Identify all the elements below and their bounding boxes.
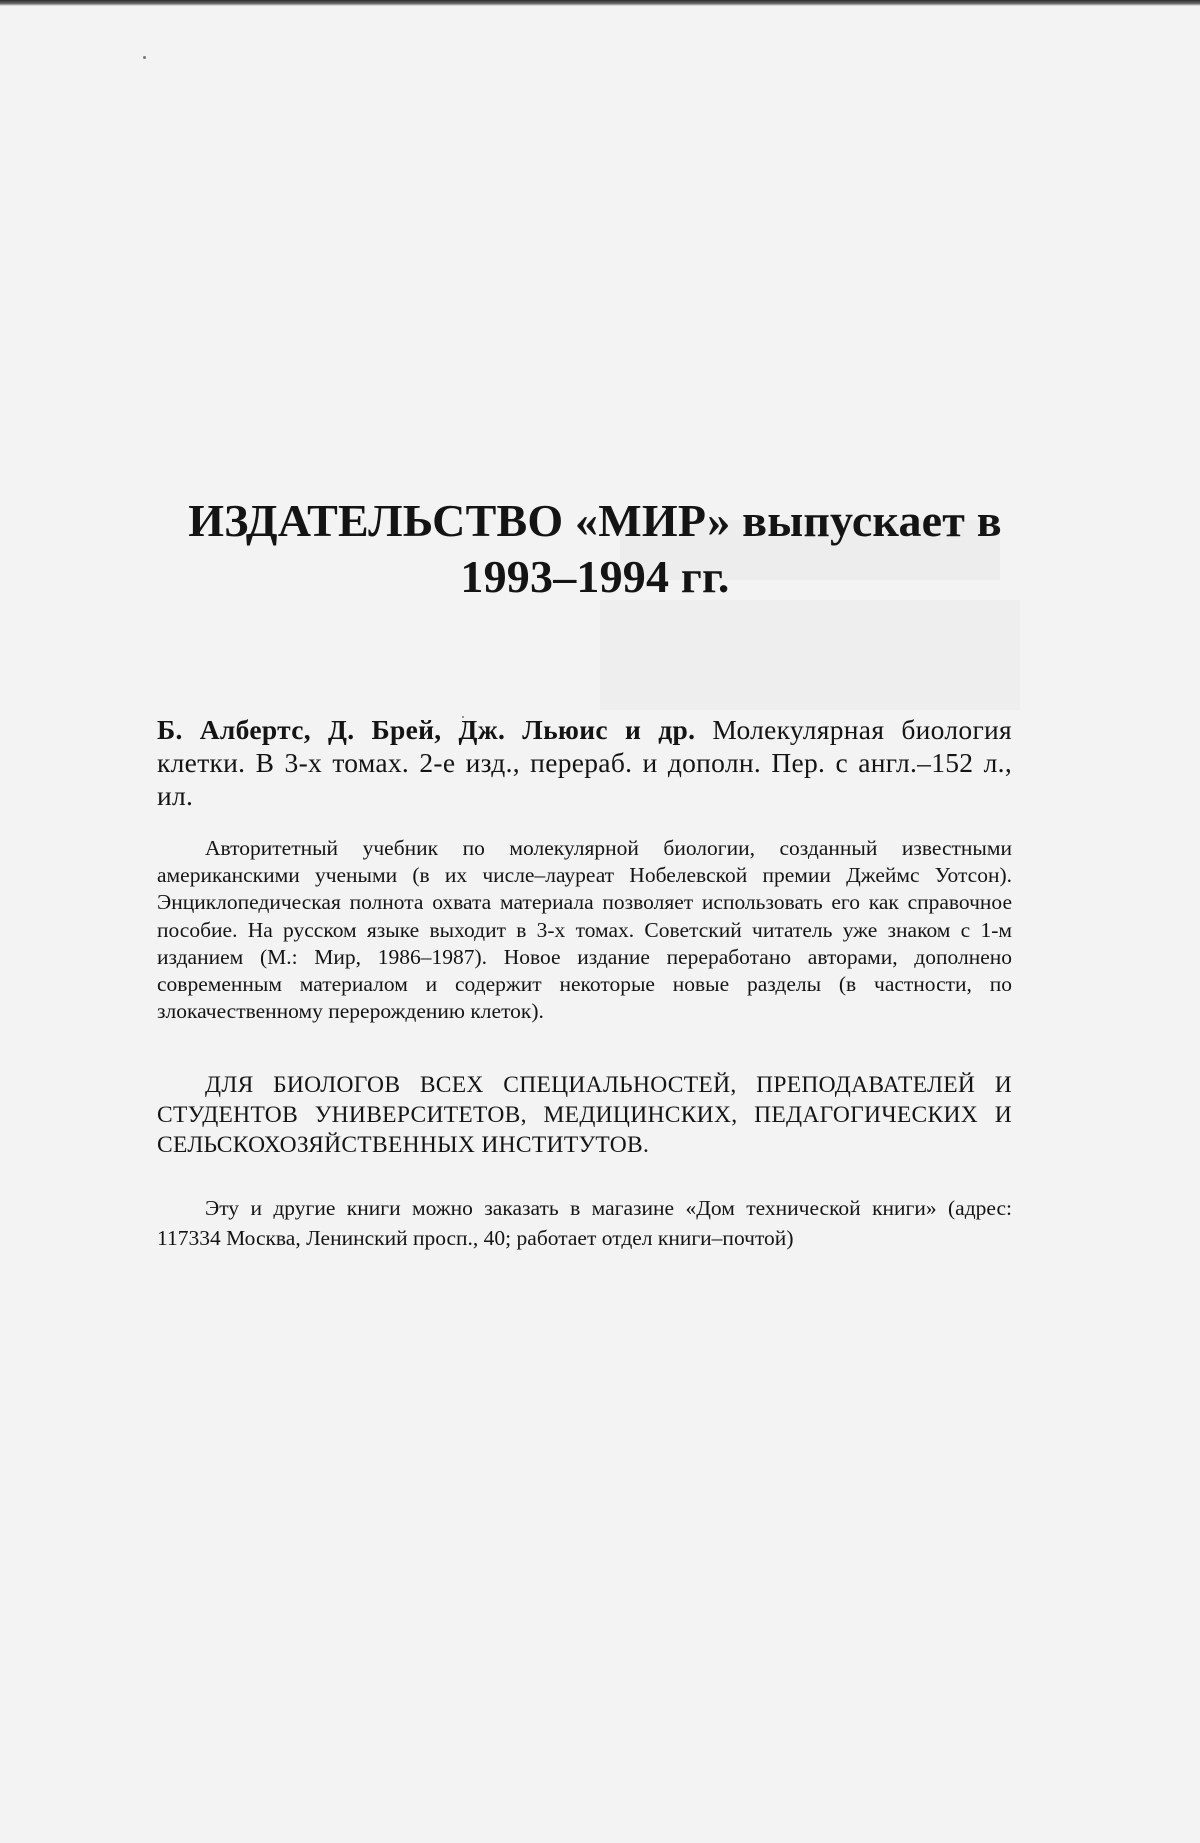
page-title: [150, 493, 1040, 605]
book-citation: Молекулярная биология клетки. В 3-х томах. 2-е изд., перераб. и дополн. Пер. с англ.–152 л., ил.: [157, 714, 1012, 811]
book-description: Авторитетный учебник по молекулярной биологии, созданный известными американскими учеными (в их числе–лауреат Нобелевской премии Джеймс Уотсон). Энциклопедическая полнота охвата материала позволяет использовать его как справочное пособие. На русском языке выходит в 3-х томах. Советский читатель уже знаком с 1-м изданием (М.: Мир, 1986–1987). Новое издание переработано авторами, дополнено современным материалом и содержит некоторые новые разделы (в частности, по злокачественному перерождению клеток).: [157, 836, 1012, 1024]
title-line-2: 1993–1994 гг.: [460, 551, 730, 602]
scan-top-edge: [0, 0, 1200, 6]
book-entry: [157, 713, 1012, 812]
book-authors: Б. Албертс, Д. Брей, Дж. Льюис и др.: [157, 714, 713, 745]
show-through-shadow: [600, 600, 1020, 710]
title-line-1: ИЗДАТЕЛЬСТВО «МИР» выпускает в: [188, 495, 1002, 546]
order-information: Эту и другие книги можно заказать в магазине «Дом технической книги» (адрес: 117334 Москва, Ленинский просп., 40; работает отдел книги–почтой): [157, 1196, 1012, 1250]
target-audience: ДЛЯ БИОЛОГОВ ВСЕХ СПЕЦИАЛЬНОСТЕЙ, ПРЕПОДАВАТЕЛЕЙ И СТУДЕНТОВ УНИВЕРСИТЕТОВ, МЕДИЦИНСКИХ, ПЕДАГОГИЧЕСКИХ И СЕЛЬСКОХОЗЯЙСТВЕННЫХ ИНСТИТУТОВ.: [157, 1072, 1012, 1158]
scan-speck: [143, 56, 146, 59]
